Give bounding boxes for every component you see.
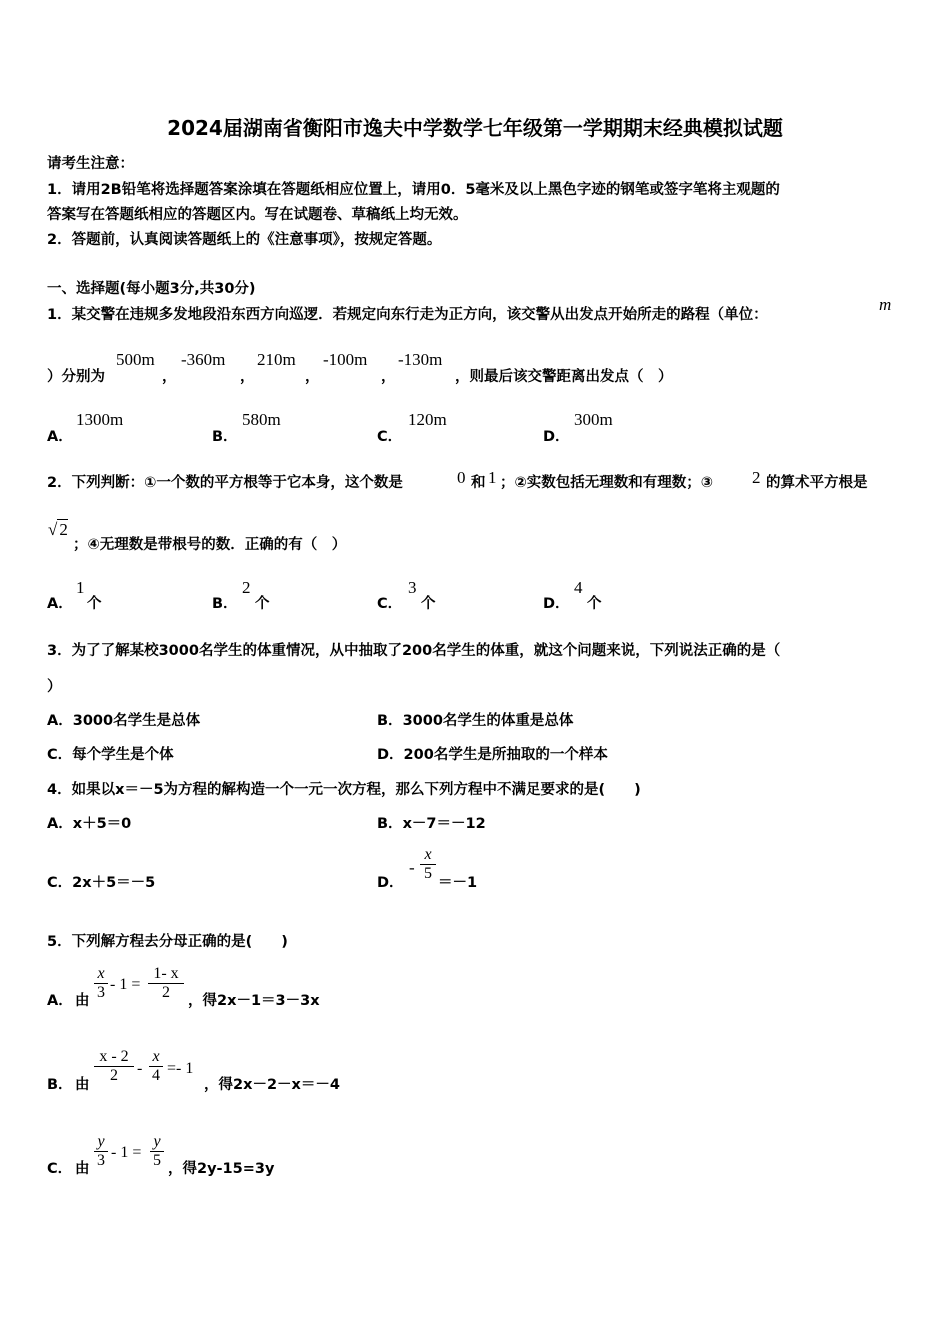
q4-option-c-text: 2x＋5＝－5 xyxy=(72,875,156,891)
q3-option-d-label: D． xyxy=(377,747,404,763)
q5-c-f2-num: y xyxy=(153,1133,161,1150)
q2-sqrt-arg: 2 xyxy=(59,520,68,539)
q5-b-f1-num: x - 2 xyxy=(99,1048,129,1065)
q4-option-d-fraction xyxy=(420,846,436,883)
q2-option-b-label[interactable]: B． xyxy=(212,596,238,612)
q2-stem-line2: ；④无理数是带根号的数．正确的有（ ） xyxy=(73,537,347,553)
q5-a-fraction-2 xyxy=(148,965,184,1002)
q5-b-f1-den: 2 xyxy=(110,1067,118,1084)
q3-stem-line2: ） xyxy=(47,679,62,695)
notes-line-1a: 1．请用2B铅笔将选择题答案涂填在答题纸相应位置上，请用0．5毫米及以上黑色字迹的钢笔或签字笔将主观题的 xyxy=(47,182,780,198)
q2-option-d-value: 4 xyxy=(574,578,583,597)
q2-option-a-label[interactable]: A． xyxy=(47,596,73,612)
q5-c-f1-den: 3 xyxy=(97,1152,105,1169)
q1-value-3: 210m xyxy=(257,350,296,369)
q5-option-b-you: 由 xyxy=(75,1077,90,1093)
q1-option-d-value: 300m xyxy=(574,410,613,429)
q4-option-c[interactable] xyxy=(47,871,155,892)
q3-option-a-label: A． xyxy=(47,713,73,729)
q1-option-c-value: 120m xyxy=(408,410,447,429)
q1-stem-suffix: ，则最后该交警距离出发点（ ） xyxy=(455,369,673,385)
q5-b-fraction-2 xyxy=(149,1048,163,1085)
q5-b-fraction-1 xyxy=(94,1048,134,1085)
q4-stem: 4．如果以x＝－5为方程的解构造一个一元一次方程，那么下列方程中不满足要求的是( ) xyxy=(47,782,641,798)
q2-option-d-unit: 个 xyxy=(587,596,602,612)
q4-option-a-text: x＋5＝0 xyxy=(72,816,132,832)
q5-a-mid: - 1 = xyxy=(110,976,141,993)
q2-and: 和 xyxy=(471,475,486,491)
q1-value-4: -100m xyxy=(323,350,368,369)
q3-option-c[interactable] xyxy=(47,743,174,764)
q1-value-5: -130m xyxy=(398,350,443,369)
q5-a-fraction-1 xyxy=(94,965,108,1002)
q3-option-d[interactable] xyxy=(377,743,608,764)
q4-option-d-text: ＝－1 xyxy=(438,875,478,891)
q2-option-a-value: 1 xyxy=(76,578,85,597)
q1-comma-4: ， xyxy=(381,369,396,385)
q5-a-f2-num: 1- x xyxy=(153,965,179,982)
q5-c-mid: - 1 = xyxy=(111,1144,142,1161)
q2-sqrt-two: √ 2 xyxy=(48,520,68,539)
q3-option-a-text: 3000名学生是总体 xyxy=(72,713,201,729)
q3-option-c-label: C． xyxy=(47,747,73,763)
q2-option-d-label[interactable]: D． xyxy=(543,596,570,612)
q3-option-b-text: 3000名学生的体重是总体 xyxy=(402,713,574,729)
q4-option-c-label: C． xyxy=(47,875,73,891)
q4-option-d-label[interactable]: D． xyxy=(377,875,404,891)
q2-stem-line1-b: ；②实数包括无理数和有理数；③ xyxy=(500,475,714,491)
q2-one: 1 xyxy=(488,468,497,487)
q4-option-b-label: B． xyxy=(377,816,403,832)
page-title: 2024届湖南省衡阳市逸夫中学数学七年级第一学期期末经典模拟试题 xyxy=(167,116,783,140)
q5-option-a-you: 由 xyxy=(75,993,90,1009)
q3-stem-line1: 3．为了了解某校3000名学生的体重情况，从中抽取了200名学生的体重，就这个问题来说，下列说法正确的是（ xyxy=(47,643,781,659)
q2-stem-line1-a: 2．下列判断：①一个数的平方根等于它本身，这个数是 xyxy=(47,475,403,491)
q5-option-b-label[interactable]: B． xyxy=(47,1077,73,1093)
q3-option-d-text: 200名学生是所抽取的一个样本 xyxy=(403,747,608,763)
q4-option-d-denominator: 5 xyxy=(424,865,432,882)
q5-option-a-label[interactable]: A． xyxy=(47,993,73,1009)
q4-option-a[interactable] xyxy=(47,812,131,833)
q1-option-a-value: 1300m xyxy=(76,410,124,429)
q2-option-b-value: 2 xyxy=(242,578,251,597)
q4-option-b-text: x－7＝－12 xyxy=(402,816,486,832)
notes-line-2: 2．答题前，认真阅读答题纸上的《注意事项》，按规定答题。 xyxy=(47,232,442,248)
q5-b-f2-den: 4 xyxy=(152,1067,160,1084)
notes-heading: 请考生注意： xyxy=(47,156,134,172)
q4-option-a-label: A． xyxy=(47,816,73,832)
q1-comma-2: ， xyxy=(240,369,255,385)
q5-b-f2-num: x xyxy=(152,1048,160,1065)
notes-line-1b: 答案写在答题纸相应的答题区内。写在试题卷、草稿纸上均无效。 xyxy=(47,207,468,223)
q1-option-a-label[interactable]: A． xyxy=(47,429,73,445)
q2-two: 2 xyxy=(752,468,761,487)
q4-option-d-numerator: x xyxy=(424,846,432,863)
q1-option-d-label[interactable]: D． xyxy=(543,429,570,445)
q5-option-c-label[interactable]: C． xyxy=(47,1161,73,1177)
q5-c-result: ，得2y-15=3y xyxy=(168,1161,275,1177)
q1-comma-1: ， xyxy=(162,369,177,385)
q2-stem-line1-c: 的算术平方根是 xyxy=(766,475,868,491)
q2-option-c-label[interactable]: C． xyxy=(377,596,403,612)
q3-option-c-text: 每个学生是个体 xyxy=(72,747,174,763)
q3-option-b-label: B． xyxy=(377,713,403,729)
q5-c-f1-num: y xyxy=(97,1133,105,1150)
q2-option-c-value: 3 xyxy=(408,578,417,597)
q1-value-2: -360m xyxy=(181,350,226,369)
q4-option-b[interactable] xyxy=(377,812,486,833)
q5-option-c-you: 由 xyxy=(75,1161,90,1177)
q2-option-a-unit: 个 xyxy=(87,596,102,612)
q1-unit: m xyxy=(879,295,892,314)
q1-comma-3: ， xyxy=(305,369,320,385)
q5-c-f2-den: 5 xyxy=(153,1152,161,1169)
q5-c-fraction-2 xyxy=(150,1133,164,1170)
q3-option-b[interactable] xyxy=(377,709,573,730)
q3-option-a[interactable] xyxy=(47,709,200,730)
q1-stem-prefix: ）分别为 xyxy=(47,369,105,385)
q5-b-tail: =- 1 xyxy=(167,1060,194,1077)
q5-a-f1-den: 3 xyxy=(97,984,105,1001)
q5-c-fraction-1 xyxy=(94,1133,108,1170)
q1-stem-line1: 1．某交警在违规多发地段沿东西方向巡逻．若规定向东行走为正方向，该交警从出发点开始所走的路程（单位： xyxy=(47,307,768,323)
q5-a-f2-den: 2 xyxy=(162,984,170,1001)
q2-option-c-unit: 个 xyxy=(421,596,436,612)
q5-a-f1-num: x xyxy=(97,965,105,982)
q4-option-d-minus: - xyxy=(409,858,415,877)
q2-zero: 0 xyxy=(457,468,466,487)
q5-stem: 5．下列解方程去分母正确的是( ) xyxy=(47,934,288,950)
q5-b-result: ，得2x－2－x＝－4 xyxy=(204,1077,340,1093)
section-heading: 一、选择题(每小题3分,共30分) xyxy=(47,281,256,297)
q1-option-b-label[interactable]: B． xyxy=(212,429,238,445)
q2-option-b-unit: 个 xyxy=(255,596,270,612)
q5-a-result: ，得2x－1＝3－3x xyxy=(188,993,320,1009)
q1-option-b-value: 580m xyxy=(242,410,281,429)
q1-option-c-label[interactable]: C． xyxy=(377,429,403,445)
q1-value-1: 500m xyxy=(116,350,155,369)
q5-b-mid: - xyxy=(137,1060,143,1077)
